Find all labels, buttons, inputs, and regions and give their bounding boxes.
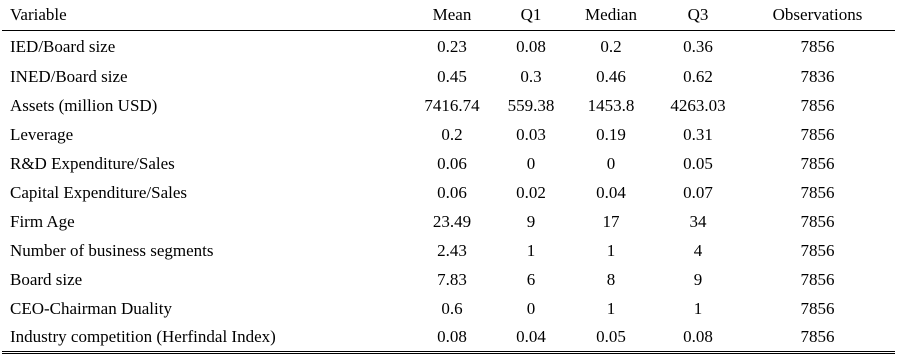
cell-q1: 0.03 (516, 124, 546, 144)
cell-variable: R&D Expenditure/Sales (10, 153, 175, 173)
cell-mean: 7416.74 (424, 95, 480, 115)
cell-q1: 0.08 (516, 36, 546, 56)
cell-variable: Assets (million USD) (10, 95, 158, 115)
table-row (2, 207, 895, 236)
cell-observations: 7856 (740, 323, 895, 353)
cell-mean: 0.2 (441, 124, 463, 144)
cell-q1: 0 (526, 153, 536, 173)
table-header (2, 0, 895, 31)
cell-q3: 4 (693, 240, 703, 260)
cell-mean: 0.08 (408, 323, 496, 353)
cell-median: 0.19 (596, 124, 626, 144)
cell-median: 8 (606, 269, 616, 289)
table-row (2, 62, 895, 91)
cell-variable: Firm Age (10, 211, 75, 231)
cell-q3: 34 (689, 211, 707, 231)
header-row (2, 0, 895, 31)
cell-observations: 7856 (800, 182, 835, 202)
cell-variable: Industry competition (Herfindal Index) (2, 323, 408, 353)
table-row (2, 31, 895, 63)
cell-variable: IED/Board size (10, 36, 116, 56)
cell-observations: 7856 (800, 298, 835, 318)
cell-q1: 9 (526, 211, 536, 231)
cell-variable: Board size (10, 269, 83, 289)
cell-variable: Capital Expenditure/Sales (10, 182, 188, 202)
table-row (2, 236, 895, 265)
table-row (2, 149, 895, 178)
header-q3: Q3 (656, 0, 740, 31)
cell-median: 0.05 (566, 323, 656, 353)
cell-median: 1 (606, 240, 616, 260)
cell-q3: 0.36 (683, 36, 713, 56)
table-body (2, 31, 895, 353)
cell-observations: 7856 (800, 95, 835, 115)
cell-q3: 0.62 (683, 66, 713, 86)
cell-q3: 9 (693, 269, 703, 289)
cell-q1: 0 (526, 298, 536, 318)
table-row (2, 120, 895, 149)
cell-median: 0.2 (600, 36, 622, 56)
cell-observations: 7856 (800, 36, 835, 56)
cell-variable: Leverage (10, 124, 74, 144)
cell-observations: 7856 (800, 240, 835, 260)
summary-statistics-table (2, 0, 895, 354)
cell-median: 0.04 (596, 182, 626, 202)
table-row (2, 323, 895, 353)
cell-q1: 559.38 (507, 95, 555, 115)
cell-q3: 1 (693, 298, 703, 318)
cell-q3: 0.08 (656, 323, 740, 353)
cell-median: 0 (606, 153, 616, 173)
table-row (2, 294, 895, 323)
cell-median: 1453.8 (587, 95, 635, 115)
cell-observations: 7856 (800, 124, 835, 144)
cell-q1: 0.3 (520, 66, 542, 86)
header-mean: Mean (408, 0, 496, 31)
cell-variable: Number of business segments (10, 240, 214, 260)
cell-q3: 0.07 (683, 182, 713, 202)
cell-q3: 4263.03 (670, 95, 726, 115)
cell-q1: 1 (526, 240, 536, 260)
header-observations: Observations (740, 0, 895, 31)
cell-mean: 23.49 (432, 211, 472, 231)
cell-observations: 7856 (800, 269, 835, 289)
cell-mean: 0.23 (437, 36, 467, 56)
cell-variable: INED/Board size (10, 66, 128, 86)
header-median: Median (566, 0, 656, 31)
cell-q1: 6 (526, 269, 536, 289)
cell-mean: 7.83 (437, 269, 467, 289)
header-q1: Q1 (496, 0, 566, 31)
cell-observations: 7856 (800, 211, 835, 231)
cell-mean: 2.43 (437, 240, 467, 260)
cell-q3: 0.05 (683, 153, 713, 173)
summary-statistics-table-container (2, 0, 895, 354)
cell-q1: 0.04 (496, 323, 566, 353)
cell-q1: 0.02 (516, 182, 546, 202)
table-row (2, 91, 895, 120)
cell-median: 17 (602, 211, 620, 231)
cell-observations: 7856 (800, 153, 835, 173)
cell-mean: 0.06 (437, 153, 467, 173)
table-row (2, 265, 895, 294)
cell-mean: 0.45 (437, 66, 467, 86)
cell-observations: 7836 (800, 66, 835, 86)
cell-q3: 0.31 (683, 124, 713, 144)
cell-mean: 0.06 (437, 182, 467, 202)
cell-mean: 0.6 (441, 298, 463, 318)
cell-median: 1 (606, 298, 616, 318)
table-row (2, 178, 895, 207)
header-variable: Variable (2, 0, 408, 31)
cell-median: 0.46 (596, 66, 626, 86)
cell-variable: CEO-Chairman Duality (10, 298, 172, 318)
